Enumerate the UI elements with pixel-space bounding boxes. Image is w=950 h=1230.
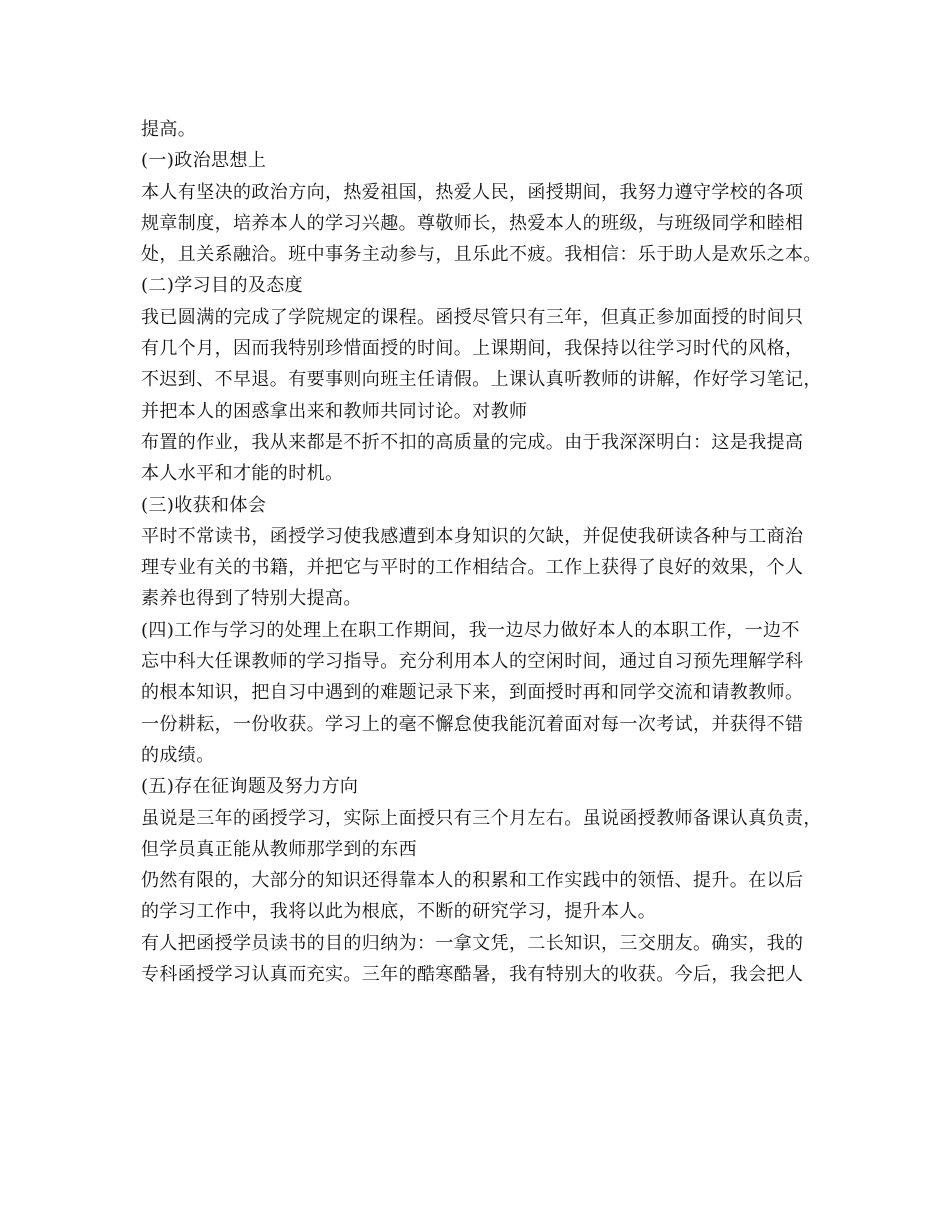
section-heading: (二)学习目的及态度 [141,275,304,297]
text-line: 规章制度，培养本人的学习兴趣。尊敬师长，热爱本人的班级，与班级同学和睦相 [141,212,804,234]
text-line: 处，且关系融洽。班中事务主动参与，且乐此不疲。我相信：乐于助人是欢乐之本。 [141,244,822,266]
section-heading: (四)工作与学习的处理上在职工作期间，我一边尽力做好本人的本职工作，一边不 [141,619,800,641]
text-line: 理专业有关的书籍，并把它与平时的工作相结合。工作上获得了良好的效果，个人 [141,557,804,579]
text-line: 不迟到、不早退。有要事则向班主任请假。上课认真听教师的讲解，作好学习笔记， [141,369,822,391]
section-heading: (五)存在征询题及努力方向 [141,776,359,798]
text-line: 平时不常读书，函授学习使我感遭到本身知识的欠缺，并促使我研读各种与工商治 [141,525,804,547]
text-line: 的成绩。 [141,744,215,766]
text-line: 但学员真正能从教师那学到的东西 [141,838,417,860]
text-line: 本人有坚决的政治方向，热爱祖国，热爱人民，函授期间，我努力遵守学校的各项 [141,181,804,203]
text-line: 有人把函授学员读书的目的归纳为：一拿文凭，二长知识，三交朋友。确实，我的 [141,932,804,954]
text-line: 的根本知识，把自习中遇到的难题记录下来，到面授时再和同学交流和请教教师。 [141,682,804,704]
text-line: 本人水平和才能的时机。 [141,463,344,485]
section-heading: (一)政治思想上 [141,150,267,172]
document-body [141,114,821,990]
text-line: 素养也得到了特别大提高。 [141,588,362,610]
text-line: 提高。 [141,119,197,140]
section-heading: (三)收获和体会 [141,494,267,516]
text-line: 虽说是三年的函授学习，实际上面授只有三个月左右。虽说函授教师备课认真负责， [141,807,822,829]
text-line: 忘中科大任课教师的学习指导。充分利用本人的空闲时间，通过自习预先理解学科 [141,651,804,673]
text-line: 我已圆满的完成了学院规定的课程。函授尽管只有三年，但真正参加面授的时间只 [141,306,804,328]
text-line: 布置的作业，我从来都是不折不扣的高质量的完成。由于我深深明白：这是我提高 [141,431,804,453]
text-line: 一份耕耘，一份收获。学习上的毫不懈怠使我能沉着面对每一次考试，并获得不错 [141,713,804,735]
text-line: 并把本人的困惑拿出来和教师共同讨论。对教师 [141,400,528,422]
text-line: 仍然有限的，大部分的知识还得靠本人的积累和工作实践中的领悟、提升。在以后 [141,870,804,892]
text-line: 有几个月，因而我特别珍惜面授的时间。上课期间，我保持以往学习时代的风格， [141,338,804,360]
text-line: 的学习工作中，我将以此为根底，不断的研究学习，提升本人。 [141,901,657,923]
text-line: 专科函授学习认真而充实。三年的酷寒酷暑，我有特别大的收获。今后，我会把人 [141,964,804,986]
